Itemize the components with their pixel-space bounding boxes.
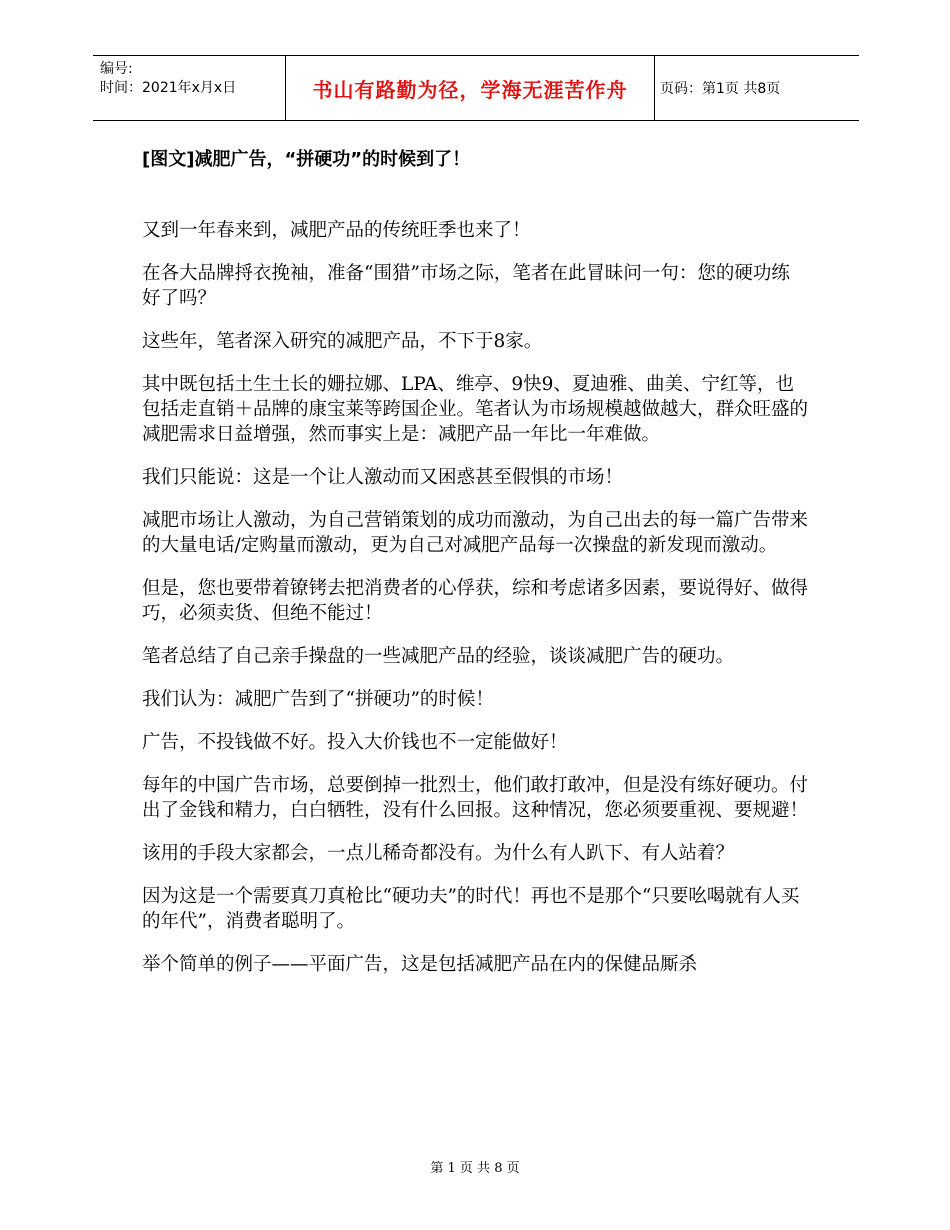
article-title: [图文]减肥广告，“拼硬功”的时候到了！	[142, 149, 471, 170]
paragraph: 其中既包括土生土长的姗拉娜、LPA、维亭、9快9、夏迪雅、曲美、宁红等，也包括走直销＋品牌的康宝莱等跨国企业。笔者认为市场规模越做越大，群众旺盛的减肥需求日益增强，然而事实上是：减肥产品一年比一年难做。	[142, 374, 809, 445]
time-label: 时间：2021年x月x日	[100, 80, 237, 96]
header-meta	[100, 60, 236, 98]
paragraph: 该用的手段大家都会，一点儿稀奇都没有。为什么有人趴下、有人站着？	[142, 843, 735, 864]
paragraph: 广告，不投钱做不好。投入大价钱也不一定能做好！	[142, 732, 568, 753]
header-motto: 书山有路勤为径，学海无涯苦作舟	[285, 56, 655, 120]
page-header	[93, 55, 859, 121]
paragraph: 我们认为：减肥广告到了“拼硬功”的时候！	[142, 689, 494, 710]
paragraph: 我们只能说：这是一个让人激动而又困惑甚至假惧的市场！	[142, 467, 624, 488]
paragraph: 又到一年春来到，减肥产品的传统旺季也来了！	[142, 220, 531, 241]
paragraph: 因为这是一个需要真刀真枪比“硬功夫”的时代！再也不是那个“只要吆喝就有人买的年代”，消费者聪明了。	[142, 886, 800, 932]
paragraph: 举个简单的例子——平面广告，这是包括减肥产品在内的保健品厮杀	[142, 954, 698, 975]
paragraph: 每年的中国广告市场，总要倒掉一批烈士，他们敢打敢冲，但是没有练好硬功。付出了金钱和精力，白白牺牲，没有什么回报。这种情况，您必须要重视、要规避！	[142, 775, 809, 821]
paragraph: 但是，您也要带着镣铐去把消费者的心俘获，综和考虑诸多因素，要说得好、做得巧，必须卖货、但绝不能过！	[142, 578, 809, 624]
page-footer: 第 1 页 共 8 页	[430, 1161, 520, 1176]
paragraph: 这些年，笔者深入研究的减肥产品，不下于8家。	[142, 331, 543, 352]
paragraph: 在各大品牌捋衣挽袖，准备“围猎”市场之际，笔者在此冒昧问一句：您的硬功练好了吗？	[142, 263, 790, 309]
paragraph: 笔者总结了自己亲手操盘的一些减肥产品的经验，谈谈减肥广告的硬功。	[142, 646, 735, 667]
article-body	[142, 218, 808, 995]
paragraph: 减肥市场让人激动，为自己营销策划的成功而激动，为自己出去的每一篇广告带来的大量电话/定购量而激动，更为自己对减肥产品每一次操盘的新发现而激动。	[142, 510, 809, 556]
header-page-label: 页码：第1页 共8页	[660, 81, 781, 97]
number-label: 编号:	[100, 61, 133, 77]
